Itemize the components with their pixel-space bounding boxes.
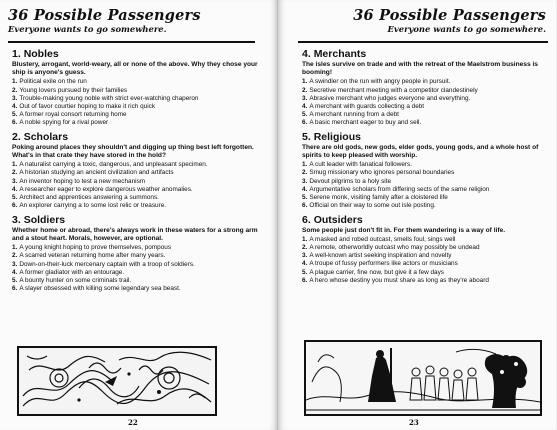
section-scholars <box>12 131 261 210</box>
sea-creature-illustration <box>17 346 217 416</box>
passenger-list <box>302 161 548 210</box>
list-item: 4. A merchant with guards collecting a debt <box>302 102 425 110</box>
list-item: 3. Down-on-their-luck mercenary captain with a troop of soldiers. <box>12 260 195 268</box>
page-number: 22 <box>128 418 138 427</box>
list-item: 3. Devout pilgrims to a holy site <box>302 177 392 185</box>
list-item: 1. A young knight hoping to prove themselves, pompous <box>12 244 172 252</box>
page-number: 23 <box>409 418 419 427</box>
list-item: 2. Secretive merchant meeting with a competitor clandestinely <box>302 86 478 94</box>
list-item: 4. A researcher eager to explore dangerous weather anomalies. <box>12 185 193 193</box>
section-intro: The isles survive on trade and with the retreat of the Maelstrom business is booming! <box>302 61 538 77</box>
sea-creature-icon <box>19 348 215 414</box>
list-item: 2. A historian studying an ancient civilization and artifacts <box>12 169 174 177</box>
list-item: 5. Architect and apprentices answering a summons. <box>12 193 159 201</box>
section-intro: There are old gods, new gods, elder gods, young gods, and a whole host of spirits to keep pleased with worship. <box>302 143 539 160</box>
passenger-list <box>12 78 261 127</box>
passenger-list <box>12 244 261 293</box>
page-title: 36 Possible Passengers <box>353 7 546 24</box>
list-item: 1. Political exile on the run <box>12 78 87 86</box>
section-heading: 1. Nobles <box>12 48 59 60</box>
section-soldiers <box>12 214 261 293</box>
list-item: 6. A basic merchant eager to buy and sell. <box>302 118 422 126</box>
list-item: 5. Serene monk, visiting family after a cloistered life <box>302 193 448 201</box>
section-religious <box>302 131 548 210</box>
header-rule <box>298 41 548 43</box>
section-outsiders <box>302 214 548 285</box>
page-subtitle: Everyone wants to go somewhere. <box>8 24 167 34</box>
list-item: 3. An inventor hoping to test a new mechanism <box>12 177 146 185</box>
procession-illustration <box>304 340 542 416</box>
page-22 <box>0 0 278 430</box>
page-content <box>12 48 261 297</box>
list-item: 6. Official on their way to some out isle posting. <box>302 201 436 209</box>
passenger-list <box>302 78 548 127</box>
section-heading: 3. Soldiers <box>12 213 66 226</box>
passenger-list <box>302 236 548 285</box>
list-item: 4. A troupe of fussy performers like actors or musicians <box>302 260 458 268</box>
list-item: 1. A cult leader with fanatical followers. <box>302 161 412 169</box>
page-23 <box>278 0 556 430</box>
section-heading: 4. Merchants <box>302 48 367 60</box>
procession-icon <box>306 342 540 414</box>
list-item: 3. Trouble-making young noble with strict ever-watching chaperon <box>12 94 199 102</box>
list-item: 5. A merchant running from a debt <box>302 110 399 118</box>
section-intro: Blustery, arrogant, world-weary, all or none of the above. Why they chose your ship is anyone's guess. <box>12 61 258 77</box>
list-item: 1. A masked and robed outcast, smells foul, sings well <box>302 236 456 244</box>
page-title: 36 Possible Passengers <box>8 7 201 24</box>
list-item: 2. Smug missionary who ignores personal boundaries <box>302 169 455 177</box>
list-item: 1. A swindler on the run with angry people in pursuit. <box>302 78 451 86</box>
list-item: 3. Abrasive merchant who judges everyone and everything. <box>302 94 471 102</box>
section-intro: Whether home or abroad, there's always work in these waters for a strong arm and a stout heart. Morals, however, are optional. <box>12 226 258 243</box>
passenger-list <box>12 161 261 210</box>
list-item: 4. A former gladiator with an entourage. <box>12 268 125 276</box>
list-item: 3. A well-known artist seeking inspiration and novelty <box>302 252 452 260</box>
section-heading: 6. Outsiders <box>302 213 363 226</box>
section-intro: Poking around places they shouldn't and digging up thing best left forgotten. What's in that crate they have stored in the hold? <box>12 143 254 160</box>
section-heading: 5. Religious <box>302 130 361 143</box>
list-item: 5. A bounty hunter on some criminals trail. <box>12 276 132 284</box>
list-item: 4. Out of favor courtier hoping to make it rich quick <box>12 102 156 110</box>
list-item: 6. An explorer carrying a to some lost relic or treasure. <box>12 201 167 209</box>
list-item: 2. A remote, otherworldly outcast who may possibly be undead <box>302 244 480 252</box>
list-item: 6. A hero whose destiny you must share as long as they're aboard <box>302 276 489 284</box>
list-item: 2. A scarred veteran returning home after many years. <box>12 252 166 260</box>
list-item: 5. A plague carrier, fine now, but give it a few days <box>302 268 444 276</box>
header-rule <box>8 41 255 43</box>
list-item: 5. A former royal consort returning home <box>12 110 127 118</box>
page-subtitle: Everyone wants to go somewhere. <box>387 24 546 34</box>
list-item: 2. Young lovers pursued by their families <box>12 86 128 94</box>
list-item: 6. A slayer obsessed with killing some legendary sea beast. <box>12 284 181 292</box>
page-content <box>302 48 548 289</box>
section-merchants <box>302 48 548 127</box>
list-item: 6. A noble spying for a rival power <box>12 118 109 126</box>
section-intro: Some people just don't fit in. For them wandering is a way of life. <box>302 226 506 234</box>
list-item: 1. A naturalist carrying a toxic, dangerous, and unpleasant specimen. <box>12 161 208 169</box>
section-nobles <box>12 48 261 127</box>
list-item: 4. Argumentative scholars from differing sects of the same religion <box>302 185 490 193</box>
section-heading: 2. Scholars <box>12 130 69 143</box>
